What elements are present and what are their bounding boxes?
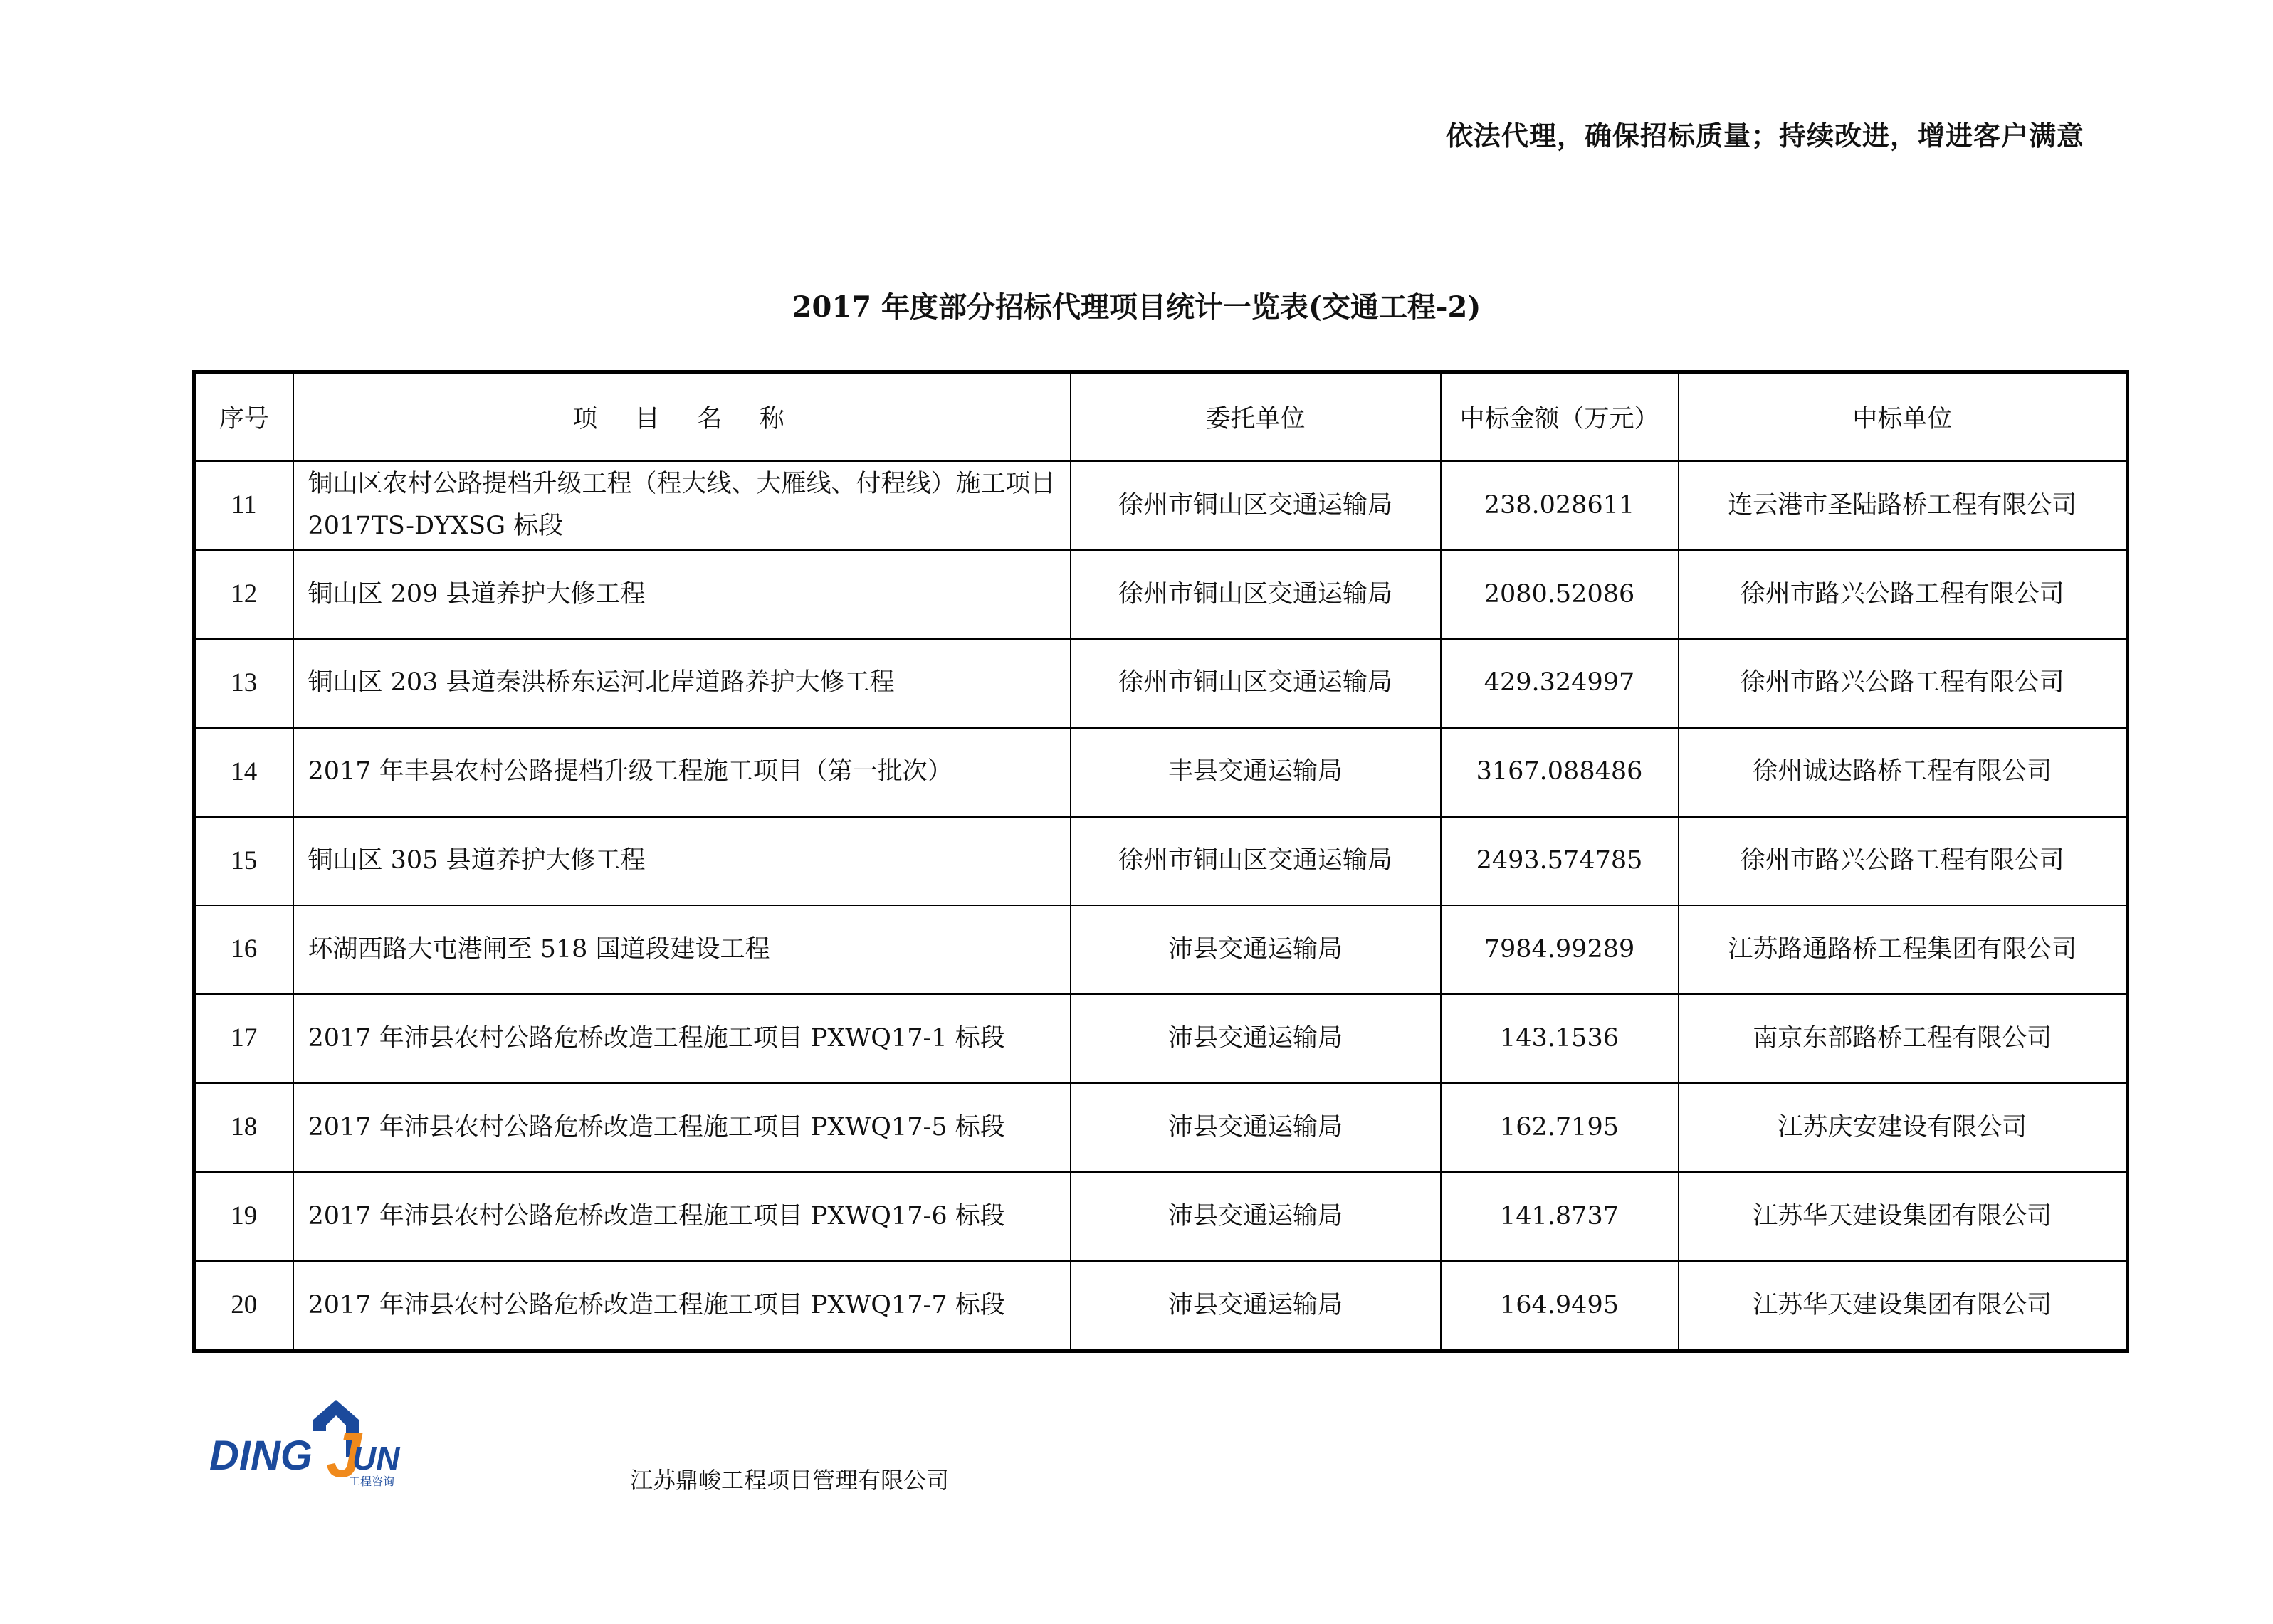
table-row	[194, 905, 2128, 994]
cell-winner: 徐州市路兴公路工程有限公司	[1679, 817, 2128, 906]
cell-project-name: 铜山区农村公路提档升级工程（程大线、大雁线、付程线）施工项目 2017TS-DYXSG 标段	[293, 461, 1071, 550]
cell-winner: 徐州市路兴公路工程有限公司	[1679, 550, 2128, 639]
cell-seq: 13	[194, 639, 293, 728]
cell-project-name: 铜山区 305 县道养护大修工程	[293, 817, 1071, 906]
table-row	[194, 728, 2128, 817]
cell-amount: 141.8737	[1441, 1172, 1679, 1261]
cell-client: 徐州市铜山区交通运输局	[1071, 461, 1441, 550]
cell-amount: 162.7195	[1441, 1083, 1679, 1172]
cell-project-name: 2017 年沛县农村公路危桥改造工程施工项目 PXWQ17-6 标段	[293, 1172, 1071, 1261]
cell-winner: 徐州诚达路桥工程有限公司	[1679, 728, 2128, 817]
table-row	[194, 994, 2128, 1083]
cell-client: 沛县交通运输局	[1071, 1172, 1441, 1261]
table-row	[194, 639, 2128, 728]
column-header-project-name: 项 目 名 称	[293, 372, 1071, 462]
cell-winner: 江苏华天建设集团有限公司	[1679, 1172, 2128, 1261]
cell-project-name: 2017 年沛县农村公路危桥改造工程施工项目 PXWQ17-5 标段	[293, 1083, 1071, 1172]
table-row	[194, 817, 2128, 906]
cell-client: 沛县交通运输局	[1071, 1083, 1441, 1172]
cell-amount: 7984.99289	[1441, 905, 1679, 994]
logo-text-un: UN	[352, 1440, 400, 1477]
cell-project-name: 2017 年沛县农村公路危桥改造工程施工项目 PXWQ17-1 标段	[293, 994, 1071, 1083]
cell-seq: 17	[194, 994, 293, 1083]
column-header-client: 委托单位	[1071, 372, 1441, 462]
cell-seq: 19	[194, 1172, 293, 1261]
page-title: 2017 年度部分招标代理项目统计一览表(交通工程-2)	[792, 290, 1481, 324]
logo-text-j: J	[326, 1420, 362, 1491]
cell-winner: 江苏路通路桥工程集团有限公司	[1679, 905, 2128, 994]
cell-project-name: 铜山区 209 县道养护大修工程	[293, 550, 1071, 639]
cell-amount: 143.1536	[1441, 994, 1679, 1083]
cell-client: 徐州市铜山区交通运输局	[1071, 550, 1441, 639]
table-row	[194, 1172, 2128, 1261]
column-header-amount: 中标金额（万元）	[1441, 372, 1679, 462]
cell-seq: 16	[194, 905, 293, 994]
cell-seq: 20	[194, 1261, 293, 1351]
cell-winner: 江苏庆安建设有限公司	[1679, 1083, 2128, 1172]
cell-project-name: 环湖西路大屯港闸至 518 国道段建设工程	[293, 905, 1071, 994]
header-motto: 依法代理，确保招标质量；持续改进，增进客户满意	[1445, 120, 2084, 152]
logo-subtitle: 工程咨询	[349, 1475, 395, 1488]
cell-winner: 连云港市圣陆路桥工程有限公司	[1679, 461, 2128, 550]
project-table	[192, 370, 2129, 1353]
cell-client: 徐州市铜山区交通运输局	[1071, 817, 1441, 906]
cell-project-name: 2017 年丰县农村公路提档升级工程施工项目（第一批次）	[293, 728, 1071, 817]
company-name: 江苏鼎峻工程项目管理有限公司	[630, 1467, 950, 1494]
column-header-winner: 中标单位	[1679, 372, 2128, 462]
dingjun-logo	[206, 1391, 406, 1498]
cell-client: 沛县交通运输局	[1071, 1261, 1441, 1351]
cell-winner: 江苏华天建设集团有限公司	[1679, 1261, 2128, 1351]
cell-seq: 18	[194, 1083, 293, 1172]
cell-project-name: 铜山区 203 县道秦洪桥东运河北岸道路养护大修工程	[293, 639, 1071, 728]
cell-client: 沛县交通运输局	[1071, 905, 1441, 994]
cell-seq: 12	[194, 550, 293, 639]
cell-seq: 14	[194, 728, 293, 817]
table-row	[194, 1083, 2128, 1172]
table-body	[194, 461, 2128, 1351]
cell-seq: 15	[194, 817, 293, 906]
table-header-row	[194, 372, 2128, 462]
cell-amount: 238.028611	[1441, 461, 1679, 550]
table-row	[194, 1261, 2128, 1351]
cell-amount: 3167.088486	[1441, 728, 1679, 817]
cell-seq: 11	[194, 461, 293, 550]
cell-winner: 徐州市路兴公路工程有限公司	[1679, 639, 2128, 728]
cell-project-name: 2017 年沛县农村公路危桥改造工程施工项目 PXWQ17-7 标段	[293, 1261, 1071, 1351]
cell-amount: 2493.574785	[1441, 817, 1679, 906]
cell-client: 丰县交通运输局	[1071, 728, 1441, 817]
cell-amount: 429.324997	[1441, 639, 1679, 728]
cell-client: 徐州市铜山区交通运输局	[1071, 639, 1441, 728]
cell-winner: 南京东部路桥工程有限公司	[1679, 994, 2128, 1083]
cell-amount: 164.9495	[1441, 1261, 1679, 1351]
logo-text-ding: DING	[209, 1433, 313, 1479]
table-row	[194, 550, 2128, 639]
cell-client: 沛县交通运输局	[1071, 994, 1441, 1083]
table-row	[194, 461, 2128, 550]
cell-amount: 2080.52086	[1441, 550, 1679, 639]
column-header-seq: 序号	[194, 372, 293, 462]
